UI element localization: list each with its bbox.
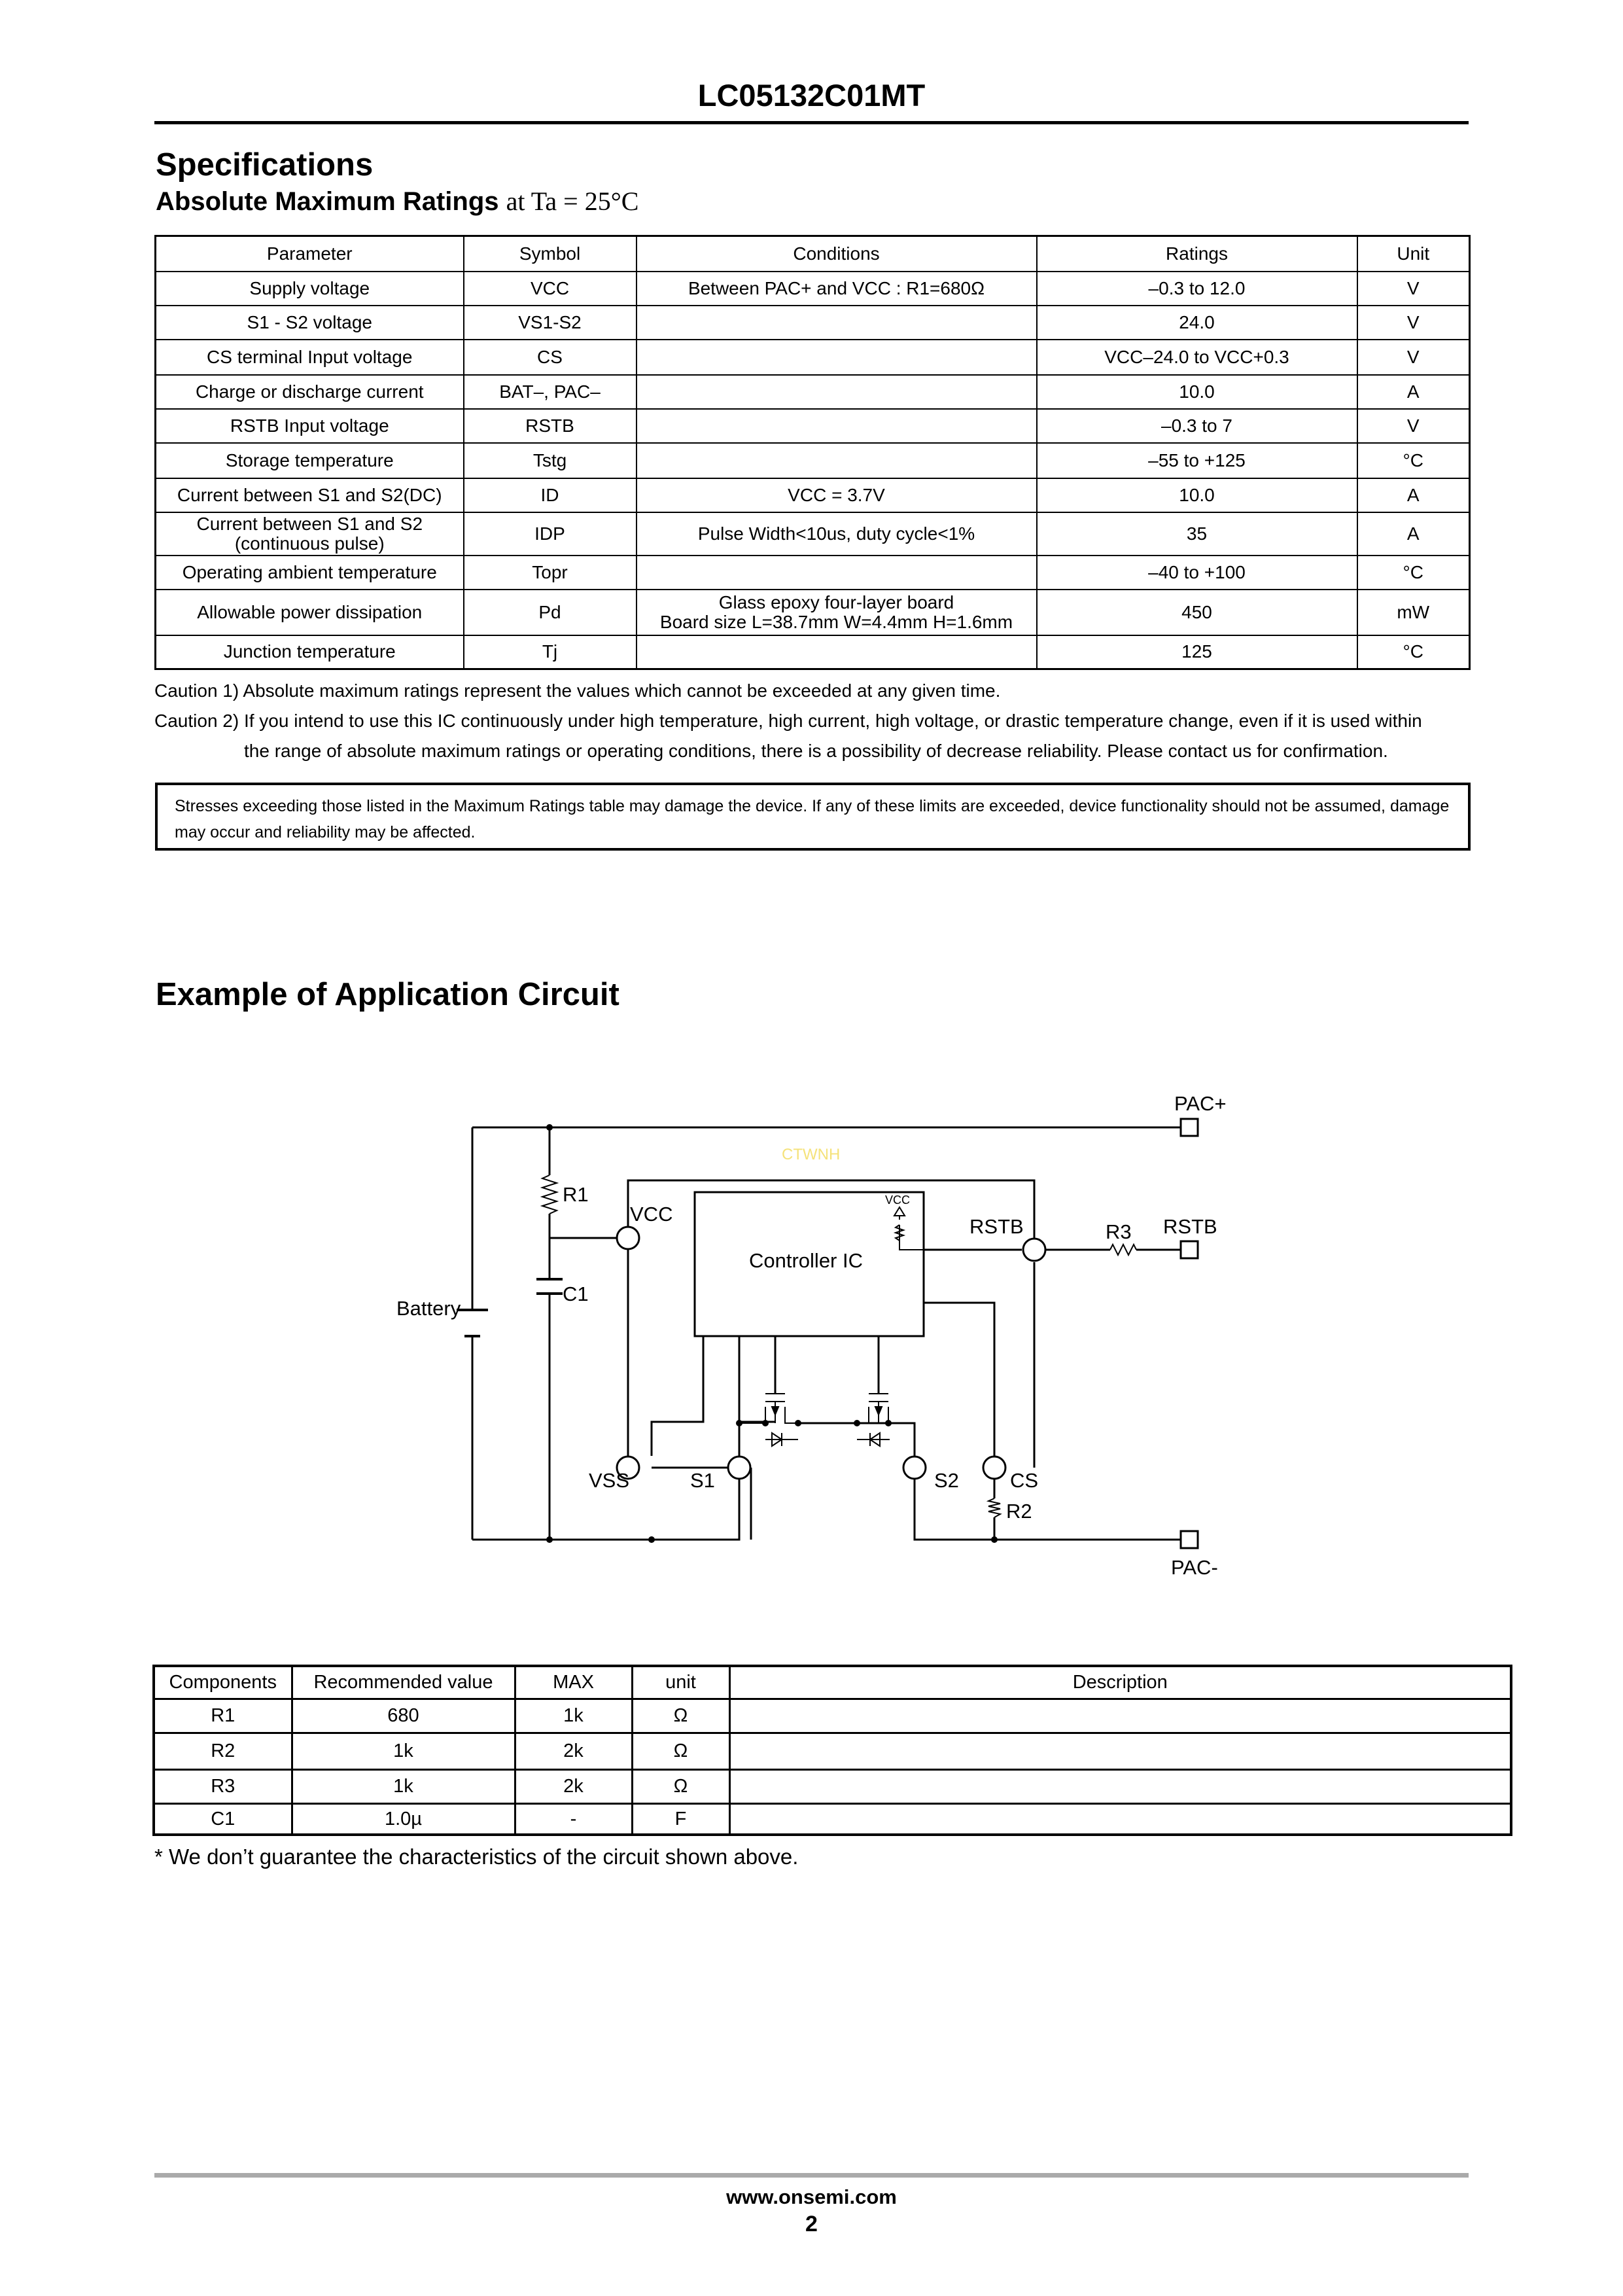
label-vcc-internal: VCC [885,1193,911,1207]
caution-2-continued: the range of absolute maximum ratings or operating conditions, there is a possibility of decrease reliability. Please contact us for confirmation. [244,741,1388,761]
components-table-row [154,1803,1511,1835]
amr-table-row-cell: °C [1357,635,1470,669]
amr-col-header: Conditions [637,236,1037,272]
amr-table-row-cell: CS terminal Input voltage [156,340,464,375]
amr-table-row-cell: S1 - S2 voltage [156,306,464,340]
components-table-row-cell: R3 [154,1769,292,1803]
amr-table-row-cell: Allowable power dissipation [156,590,464,635]
amr-table-row-cell: 450 [1037,590,1357,635]
components-table-body [154,1699,1511,1835]
label-vcc: VCC [630,1203,673,1226]
amr-table-row-cell: Between PAC+ and VCC : R1=680Ω [637,272,1037,306]
pac-plus-terminal [1181,1119,1198,1136]
mosfet-1 [739,1394,798,1446]
amr-col-header: Parameter [156,236,464,272]
amr-table-row-cell: 10.0 [1037,375,1357,409]
amr-table-row-cell: IDP [464,512,637,556]
rstb-pin [1023,1239,1045,1261]
label-rstb-pin: RSTB [969,1215,1024,1238]
amr-table-row-cell: V [1357,272,1470,306]
amr-table-row-cell: A [1357,512,1470,556]
mosfet-2 [857,1394,915,1446]
amr-col-header: Symbol [464,236,637,272]
amr-table-row-cell: V [1357,306,1470,340]
components-table-row-cell: F [632,1803,729,1835]
label-cs: CS [1010,1469,1039,1492]
pac-minus-terminal [1181,1531,1198,1548]
components-table-row-cell: 1.0µ [292,1803,515,1835]
amr-condition: at Ta = 25°C [506,186,639,216]
amr-table-row-cell: Pd [464,590,637,635]
amr-table-row-cell: 10.0 [1037,478,1357,512]
label-s1: S1 [690,1469,715,1492]
amr-table-row-cell: VCC–24.0 to VCC+0.3 [1037,340,1357,375]
page-number: 2 [805,2212,818,2236]
amr-table-row-cell: mW [1357,590,1470,635]
caution-2: Caution 2) If you intend to use this IC continuously under high temperature, high current, high voltage, or drastic temperature change, even if it is used within [154,711,1422,731]
components-table-row [154,1733,1511,1769]
specifications-heading: Specifications [156,147,374,183]
circuit-disclaimer: * We don’t guarantee the characteristics of the circuit shown above. [154,1845,799,1869]
amr-table-row-cell: V [1357,409,1470,443]
document-title: LC05132C01MT [697,78,926,113]
components-table-row-cell: 2k [515,1769,632,1803]
components-table-row-cell: - [515,1803,632,1835]
footer-url: www.onsemi.com [726,2185,897,2208]
label-pac-plus: PAC+ [1174,1092,1227,1115]
amr-table-row-cell: VCC [464,272,637,306]
amr-table-row-cell: Current between S1 and S2(DC) [156,478,464,512]
vcc-pin [617,1227,639,1249]
amr-table-row-cell: 125 [1037,635,1357,669]
wire-ic-to-vss [652,1336,703,1456]
components-table-row-cell: C1 [154,1803,292,1835]
components-table-row-cell: 2k [515,1733,632,1769]
amr-col-header: Ratings [1037,236,1357,272]
amr-table-row-cell: °C [1357,443,1470,478]
cs-pin [983,1457,1005,1479]
amr-table-row-cell: VCC = 3.7V [637,478,1037,512]
components-col-header: Recommended value [292,1666,515,1699]
amr-table-row-cell: BAT–, PAC– [464,375,637,409]
components-table-row-cell: R1 [154,1699,292,1733]
label-rstb-terminal: RSTB [1163,1215,1217,1238]
amr-table-row-cell: RSTB Input voltage [156,409,464,443]
caution-1: Caution 1) Absolute maximum ratings represent the values which cannot be exceeded at any given time. [154,680,1001,701]
components-table-header [154,1666,1511,1699]
amr-table-row-cell: RSTB [464,409,637,443]
components-table-row-cell [729,1803,1511,1835]
rstb-terminal [1181,1241,1198,1258]
amr-table-row-cell: Storage temperature [156,443,464,478]
components-table-row-cell [729,1733,1511,1769]
application-circuit-heading: Example of Application Circuit [156,977,620,1012]
wire-vcc-to-vss [628,1249,640,1468]
components-table-row-cell: Ω [632,1769,729,1803]
components-table-row-cell: 680 [292,1699,515,1733]
amr-table-row-cell: Charge or discharge current [156,375,464,409]
amr-table-row-cell: Tstg [464,443,637,478]
components-table-row-cell: 1k [292,1769,515,1803]
label-battery: Battery [396,1297,461,1320]
components-table-row-cell: Ω [632,1699,729,1733]
amr-table-row-cell: Glass epoxy four-layer board Board size L=38.7mm W=4.4mm H=1.6mm [637,590,1037,635]
components-col-header: unit [632,1666,729,1699]
internal-pullup-wire [899,1216,924,1250]
amr-table-row-cell: –0.3 to 12.0 [1037,272,1357,306]
components-col-header: Description [729,1666,1511,1699]
components-table-row-cell: 1k [515,1699,632,1733]
label-c1: C1 [563,1282,589,1305]
amr-table-row-cell: –40 to +100 [1037,556,1357,590]
label-vss: VSS [589,1469,630,1492]
amr-table-row-cell: Tj [464,635,637,669]
amr-table-row-cell: A [1357,478,1470,512]
components-table-row-cell: 1k [292,1733,515,1769]
wire-ic-gate1 [739,1336,776,1422]
amr-table-row-cell: ID [464,478,637,512]
label-pac-minus: PAC- [1171,1556,1218,1579]
wire-ic-to-cs [924,1303,994,1456]
footer-rule [154,2173,1469,2178]
amr-table-row-cell: CS [464,340,637,375]
amr-col-header: Unit [1357,236,1470,272]
amr-table-row-cell: Supply voltage [156,272,464,306]
r2-resistor-symbol [988,1498,1000,1517]
amr-table-row-cell: Pulse Width<10us, duty cycle<1% [637,512,1037,556]
amr-table-row-cell: VS1-S2 [464,306,637,340]
amr-table-row-cell: °C [1357,556,1470,590]
r3-resistor-symbol [1110,1245,1136,1255]
label-r2: R2 [1006,1500,1032,1523]
s1-pin [728,1457,750,1479]
label-controller-ic: Controller IC [749,1249,863,1272]
components-table-row-cell [729,1699,1511,1733]
components-col-header: Components [154,1666,292,1699]
label-r3: R3 [1106,1220,1132,1243]
components-table-row-cell [729,1769,1511,1803]
r1-resistor-symbol [542,1175,557,1214]
amr-table-row-cell: 24.0 [1037,306,1357,340]
amr-heading-text: Absolute Maximum Ratings [156,187,499,216]
components-table-row-cell: R2 [154,1733,292,1769]
s2-pin [903,1457,926,1479]
stress-notice-text: Stresses exceeding those listed in the Maximum Ratings table may damage the device. If any of these limits are exceeded, device functionality should not be assumed, damage may occur and reliability may be affected. [175,797,1450,841]
components-table-row [154,1769,1511,1803]
label-s2: S2 [934,1469,959,1492]
internal-vcc-arrow [894,1207,905,1216]
label-r1: R1 [563,1183,589,1206]
components-table-row-cell: Ω [632,1733,729,1769]
amr-table-row-cell: Topr [464,556,637,590]
amr-table-row-cell: 35 [1037,512,1357,556]
components-table-row [154,1699,1511,1733]
amr-table-row-cell: –55 to +125 [1037,443,1357,478]
amr-table-row-cell: Current between S1 and S2 (continuous pulse) [156,512,464,556]
amr-table-row-cell: Operating ambient temperature [156,556,464,590]
wire-ic-gates [775,1336,879,1394]
amr-table-row-cell: Junction temperature [156,635,464,669]
amr-table-row-cell: V [1357,340,1470,375]
recommended-components-table [152,1665,1512,1836]
amr-table-row-cell: A [1357,375,1470,409]
watermark-text: CTWNH [782,1146,841,1163]
amr-table-row-cell: –0.3 to 7 [1037,409,1357,443]
components-col-header: MAX [515,1666,632,1699]
